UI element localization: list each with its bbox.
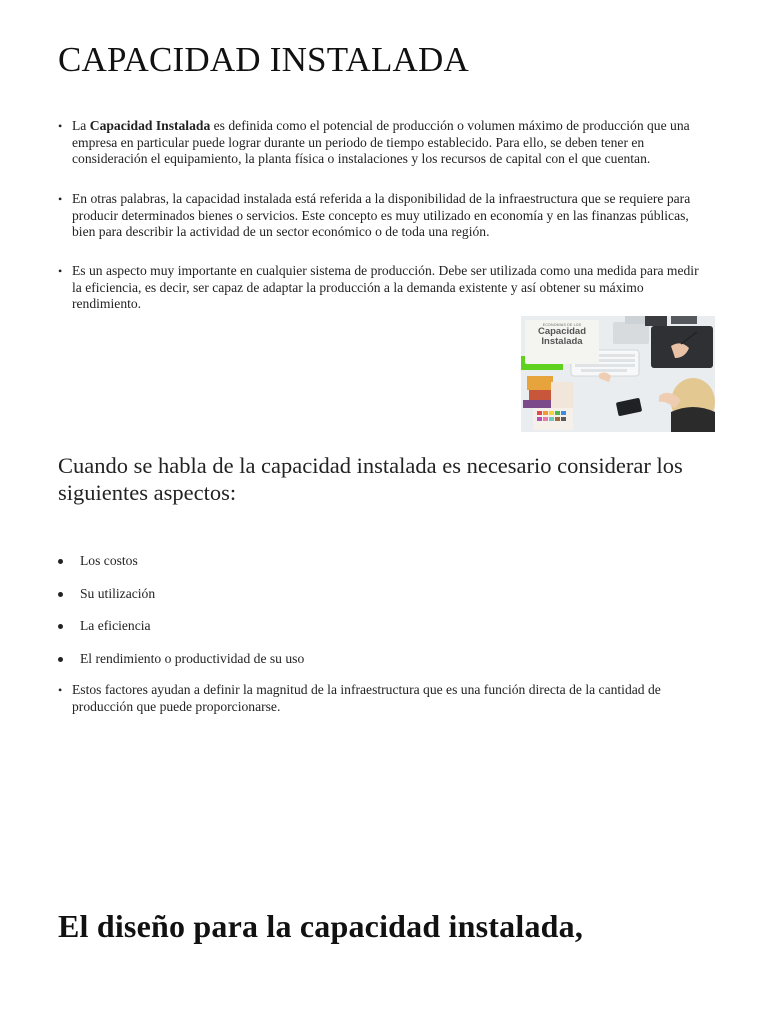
- image-caption-small: ECONOMIAS DE LOS: [542, 323, 582, 327]
- aspects-list: [58, 552, 304, 682]
- paragraph-body: es definida como el potencial de producción o volumen máximo de producción que una empresa en particular puede lograr durante un periodo de tiempo establecido. Para ello, se deben tener en consideración el equipamiento, la planta física o instalaciones y los recursos de capital con el que cuentan.: [72, 118, 690, 166]
- bullet-marker: •: [58, 192, 63, 206]
- bullet-dot: [58, 624, 63, 629]
- section-heading-design: El diseño para la capacidad instalada,: [58, 908, 584, 944]
- list-item: La eficiencia: [58, 617, 304, 650]
- image-caption: [525, 320, 599, 364]
- paragraph-other-words: [58, 191, 708, 241]
- image-caption-line-2: Instalada: [541, 336, 583, 347]
- page-title: CAPACIDAD INSTALADA: [58, 40, 469, 79]
- bullet-dot: [58, 559, 63, 564]
- paragraph-prefix: La: [72, 118, 90, 133]
- bullet-marker: •: [58, 683, 63, 697]
- paragraph-body: Estos factores ayudan a definir la magnitud de la infraestructura que es una función directa de la cantidad de producción que puede proporcionarse.: [72, 682, 661, 714]
- list-item: Su utilización: [58, 585, 304, 618]
- bullet-marker: •: [58, 119, 63, 133]
- list-item: Los costos: [58, 552, 304, 585]
- bullet-dot: [58, 592, 63, 597]
- list-item: El rendimiento o productividad de su uso: [58, 650, 304, 683]
- paragraph-definition: [58, 118, 708, 168]
- paragraph-importance: [58, 263, 708, 313]
- paragraph-factors: [58, 682, 708, 715]
- capacidad-instalada-photo: [521, 316, 715, 432]
- paragraph-body: En otras palabras, la capacidad instalada está referida a la disponibilidad de la infraestructura que se requiere para producir determinados bienes o servicios. Este concepto es muy utilizado en economía y en las finanzas públicas, bien para describir la actividad de un sector económico o de toda una región.: [72, 191, 691, 239]
- bullet-marker: •: [58, 264, 63, 278]
- paragraph-body: Es un aspecto muy importante en cualquier sistema de producción. Debe ser utilizada como una medida para medir la eficiencia, es decir, ser capaz de adaptar la producción a la demanda existente y así obtener su máximo rendimiento.: [72, 263, 699, 311]
- bullet-dot: [58, 657, 63, 662]
- bold-term: Capacidad Instalada: [89, 118, 211, 133]
- image-caption-line-1: Capacidad: [537, 326, 587, 337]
- aspects-subheading: Cuando se habla de la capacidad instalada es necesario considerar los siguientes aspectos:: [58, 453, 683, 505]
